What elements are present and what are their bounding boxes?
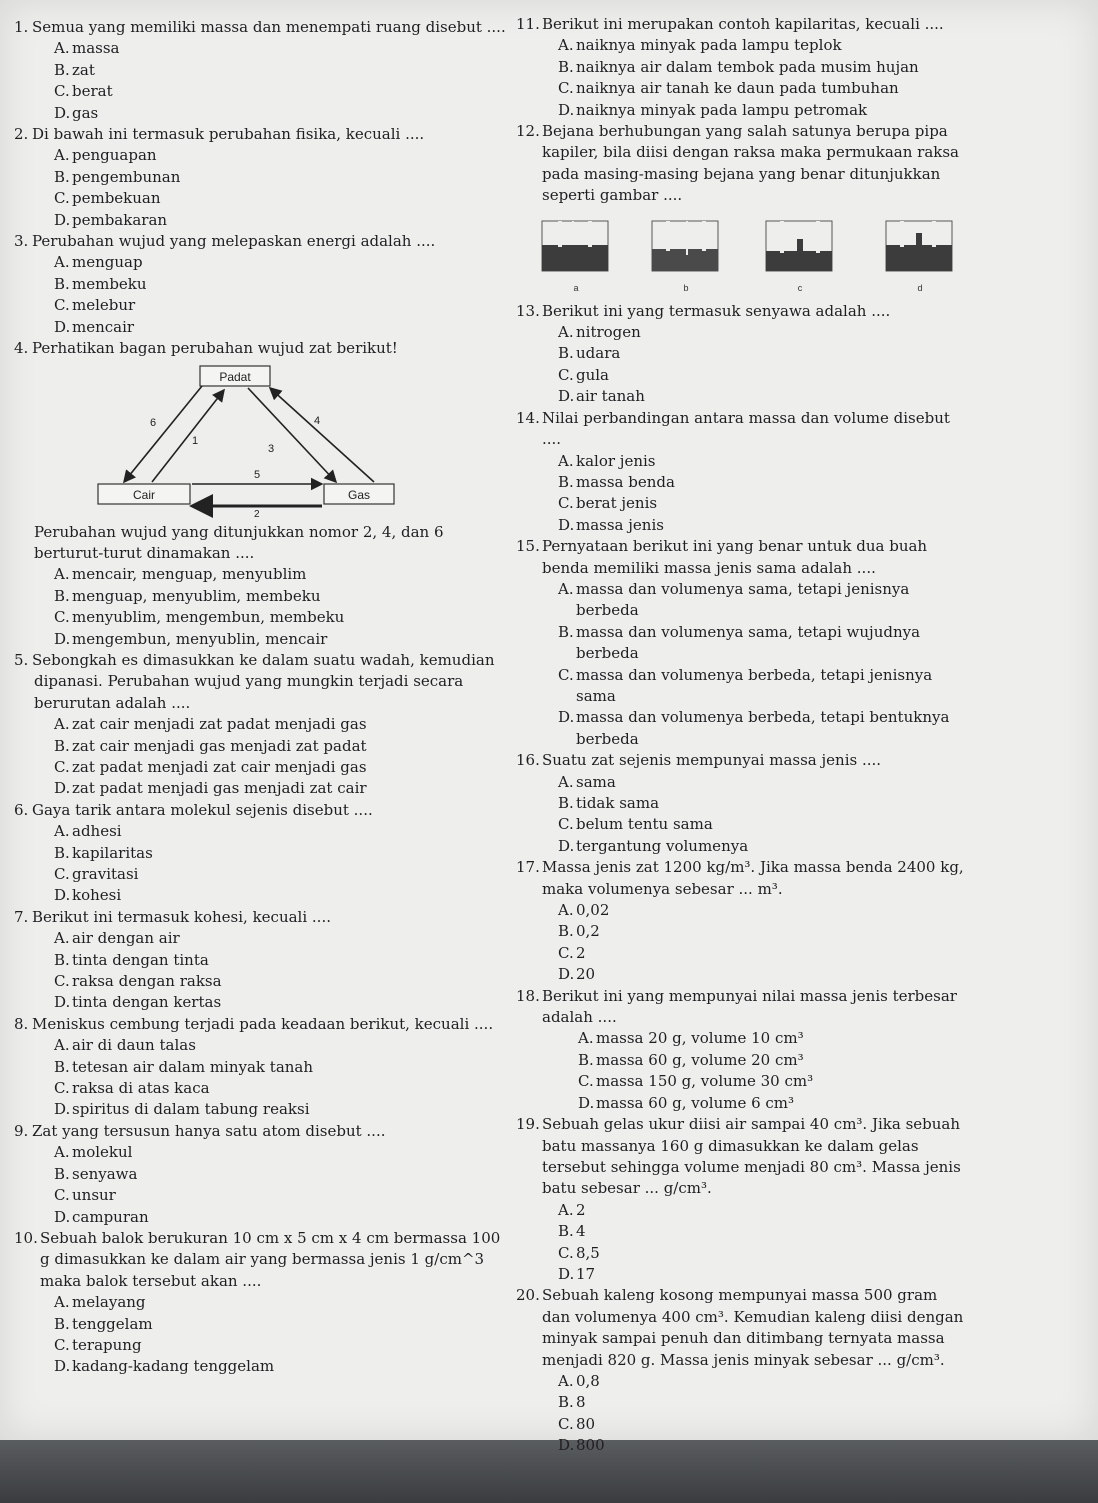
- option-a[interactable]: naiknya minyak pada lampu teplok: [576, 36, 842, 55]
- option-b[interactable]: 0,2: [576, 922, 600, 941]
- question-text: Berikut ini yang termasuk senyawa adalah ....: [542, 301, 891, 320]
- option-d[interactable]: tinta dengan kertas: [72, 993, 222, 1012]
- label-4: 4: [314, 414, 321, 427]
- option-a[interactable]: 2: [576, 1200, 586, 1219]
- option-c[interactable]: raksa dengan raksa: [72, 972, 222, 991]
- option-b[interactable]: kapilaritas: [72, 843, 153, 862]
- question-7: 7. Berikut ini termasuk kohesi, kecuali .... A. air dengan air B. tinta dengan tinta C. raksa dengan raksa D. tinta dengan kertas: [14, 907, 331, 1012]
- option-b[interactable]: tidak sama: [576, 794, 660, 812]
- label-1: 1: [192, 434, 199, 447]
- option-c[interactable]: massa dan volumenya berbeda, tetapi jenisnya sama: [576, 665, 933, 705]
- option-d[interactable]: spiritus di dalam tabung reaksi: [72, 1100, 310, 1119]
- option-a[interactable]: sama: [576, 772, 616, 791]
- question-text: Sebuah gelas ukur diisi air sampai 40 cm³. Jika sebuah batu massanya 160 g dimasukkan ke dalam gelas tersebut sehingga volume menjadi 80 cm³. Massa jenis batu sebesar ... g/cm³.: [542, 1115, 961, 1198]
- option-a[interactable]: mencair, menguap, menyublim: [72, 565, 307, 584]
- option-b[interactable]: zat cair menjadi gas menjadi zat padat: [72, 736, 367, 755]
- option-c[interactable]: terapung: [72, 1335, 142, 1354]
- option-c[interactable]: gula: [576, 365, 610, 384]
- question-text: Berikut ini yang mempunyai nilai massa jenis terbesar adalah ....: [542, 986, 957, 1027]
- option-d[interactable]: mengembun, menyublin, mencair: [72, 629, 328, 648]
- option-d[interactable]: massa jenis: [576, 515, 664, 534]
- label-c: c: [797, 282, 803, 293]
- option-c[interactable]: menyublim, mengembun, membeku: [72, 608, 345, 627]
- option-d[interactable]: 20: [576, 965, 596, 984]
- option-d[interactable]: 800: [576, 1436, 605, 1455]
- question-text-2: Perubahan wujud yang ditunjukkan nomor 2, 4, dan 6 berturut-turut dinamakan ....: [34, 522, 444, 562]
- label-3: 3: [268, 442, 275, 455]
- option-c[interactable]: 80: [576, 1414, 596, 1433]
- option-d[interactable]: naiknya minyak pada lampu petromak: [576, 100, 868, 119]
- question-text: Suatu zat sejenis mempunyai massa jenis ....: [542, 751, 882, 770]
- left-column: [14, 17, 514, 1378]
- question-15: 15. Pernyataan berikut ini yang benar untuk dua buah benda memiliki massa jenis sama adalah .... A. massa dan volumenya sama, tetapi jenisnya berbeda B. massa dan volumenya sama, tetapi wujudnya berbeda C. massa dan volumenya berbeda, tetapi jenisnya sama D. massa dan volumenya berbeda, tetapi bentuknya berbeda: [516, 537, 950, 748]
- option-c[interactable]: melebur: [72, 296, 136, 315]
- option-a[interactable]: 0,8: [576, 1371, 600, 1390]
- option-b[interactable]: tenggelam: [72, 1314, 153, 1333]
- question-text: Di bawah ini termasuk perubahan fisika, kecuali ....: [32, 125, 425, 144]
- gas-label: Gas: [347, 487, 371, 502]
- question-text: Semua yang memiliki massa dan menempati ruang disebut ....: [32, 18, 506, 36]
- option-a[interactable]: 0,02: [576, 901, 610, 920]
- option-d[interactable]: campuran: [72, 1207, 149, 1226]
- question-16: 16. Suatu zat sejenis mempunyai massa jenis .... A. sama B. tidak sama C. belum tentu sama D. tergantung volumenya: [516, 751, 882, 855]
- option-a[interactable]: penguapan: [72, 146, 157, 165]
- question-text: Sebuah kaleng kosong mempunyai massa 500 gram dan volumenya 400 cm³. Kemudian kaleng diisi dengan minyak sampai penuh dan ditimbang ternyata massa menjadi 820 g. Massa jenis minyak sebesar ... g/cm³.: [542, 1286, 964, 1369]
- option-c[interactable]: raksa di atas kaca: [72, 1079, 210, 1098]
- question-10: 10. Sebuah balok berukuran 10 cm x 5 cm x 4 cm bermassa 100 g dimasukkan ke dalam air yang bermassa jenis 1 g/cm^3 maka balok tersebut akan .... A. melayang B. tenggelam C. terapung D. kadang-kadang tenggelam: [14, 1228, 501, 1376]
- label-2: 2: [254, 508, 260, 518]
- question-text: Zat yang tersusun hanya satu atom disebut ....: [32, 1121, 386, 1140]
- question-text: Massa jenis zat 1200 kg/m³. Jika massa benda 2400 kg, maka volumenya sebesar ... m³.: [542, 858, 964, 898]
- label-a: a: [573, 282, 579, 293]
- option-b[interactable]: menguap, menyublim, membeku: [72, 586, 321, 605]
- question-text: Nilai perbandingan antara massa dan volume disebut ....: [542, 408, 950, 449]
- option-b[interactable]: naiknya air dalam tembok pada musim hujan: [576, 57, 919, 76]
- option-b[interactable]: senyawa: [72, 1164, 138, 1183]
- option-b[interactable]: pengembunan: [72, 167, 181, 186]
- question-text: Berikut ini merupakan contoh kapilaritas, kecuali ....: [542, 15, 944, 33]
- question-text: Bejana berhubungan yang salah satunya berupa pipa kapiler, bila diisi dengan raksa maka permukaan raksa pada masing-masing bejana yang benar ditunjukkan seperti gambar ....: [542, 122, 960, 205]
- option-a[interactable]: massa dan volumenya sama, tetapi jenisnya berbeda: [576, 579, 910, 620]
- question-12: 12. Bejana berhubungan yang salah satunya berupa pipa kapiler, bila diisi dengan raksa maka permukaan raksa pada masing-masing bejana yang benar ditunjukkan seperti gambar .... a b c d: [516, 121, 966, 301]
- question-4: 4. Perhatikan bagan perubahan wujud zat berikut! Padat Cair Gas 6 1 4 3 5 2 Perubahan wujud yang ditunjukkan nomor 2, 4, dan 6 berturut-turut dinamakan .... A. mencair, menguap, menyublim B. menguap, menyublim, membeku C. menyublim, mengembun, membeku D. mengembun, menyublin, mencair: [14, 338, 514, 650]
- option-d[interactable]: gas: [72, 103, 99, 122]
- option-a[interactable]: massa 20 g, volume 10 cm³: [596, 1029, 804, 1048]
- question-text: Pernyataan berikut ini yang benar untuk dua buah benda memiliki massa jenis sama adalah ....: [542, 537, 928, 577]
- question-20: 20. Sebuah kaleng kosong mempunyai massa 500 gram dan volumenya 400 cm³. Kemudian kaleng diisi dengan minyak sampai penuh dan ditimbang ternyata massa menjadi 820 g. Massa jenis minyak sebesar ... g/cm³. A. 0,8 B. 8 C. 80 D. 800: [516, 1286, 964, 1455]
- option-c[interactable]: naiknya air tanah ke daun pada tumbuhan: [576, 79, 899, 98]
- option-a[interactable]: zat cair menjadi zat padat menjadi gas: [72, 715, 367, 734]
- option-c[interactable]: massa 150 g, volume 30 cm³: [596, 1072, 814, 1091]
- option-c[interactable]: berat: [72, 82, 113, 101]
- question-9: 9. Zat yang tersusun hanya satu atom disebut .... A. molekul B. senyawa C. unsur D. campuran: [14, 1121, 386, 1226]
- option-a[interactable]: melayang: [72, 1293, 146, 1312]
- option-c[interactable]: pembekuan: [72, 189, 161, 208]
- question-text: Sebuah balok berukuran 10 cm x 5 cm x 4 cm bermassa 100 g dimasukkan ke dalam air yang bermassa jenis 1 g/cm^3 maka balok tersebut akan ....: [40, 1228, 501, 1290]
- option-b[interactable]: massa dan volumenya sama, tetapi wujudnya berbeda: [576, 622, 921, 663]
- option-c[interactable]: belum tentu sama: [576, 815, 713, 834]
- option-d[interactable]: mencair: [72, 317, 135, 336]
- label-5: 5: [254, 468, 261, 481]
- option-c[interactable]: 8,5: [576, 1243, 600, 1262]
- vessel-figures: [516, 211, 966, 301]
- option-d[interactable]: 17: [576, 1264, 596, 1283]
- option-a[interactable]: adhesi: [72, 822, 122, 841]
- option-b[interactable]: 8: [576, 1393, 586, 1412]
- option-d[interactable]: kohesi: [72, 886, 122, 905]
- option-a[interactable]: air dengan air: [72, 929, 180, 948]
- option-b[interactable]: udara: [576, 344, 621, 363]
- option-b[interactable]: 4: [576, 1222, 586, 1241]
- vessel-d[interactable]: [886, 221, 952, 293]
- option-c[interactable]: zat padat menjadi zat cair menjadi gas: [72, 757, 367, 776]
- option-b[interactable]: tetesan air dalam minyak tanah: [72, 1057, 314, 1076]
- option-d[interactable]: tergantung volumenya: [576, 836, 749, 855]
- vessel-a[interactable]: [542, 221, 608, 293]
- question-13: 13. Berikut ini yang termasuk senyawa adalah .... A. nitrogen B. udara C. gula D. air tanah: [516, 301, 891, 406]
- label-d: d: [917, 282, 923, 293]
- question-5: 5. Sebongkah es dimasukkan ke dalam suatu wadah, kemudian dipanasi. Perubahan wujud yang mungkin terjadi secara berurutan adalah .... A. zat cair menjadi zat padat menjadi gas B. zat cair menjadi gas menjadi zat padat C. zat padat menjadi zat cair menjadi gas D. zat padat menjadi gas menjadi zat cair: [14, 650, 495, 798]
- option-d[interactable]: kadang-kadang tenggelam: [72, 1357, 275, 1376]
- question-11: 11. Berikut ini merupakan contoh kapilaritas, kecuali .... A. naiknya minyak pada lampu teplok B. naiknya air dalam tembok pada musim hujan C. naiknya air tanah ke daun pada tumbuhan D. naiknya minyak pada lampu petromak: [516, 15, 944, 119]
- phase-change-diagram: [74, 362, 404, 518]
- label-b: b: [683, 282, 689, 293]
- option-d[interactable]: pembakaran: [72, 210, 168, 229]
- cair-label: Cair: [132, 487, 156, 502]
- option-a[interactable]: massa: [72, 39, 120, 58]
- question-text: Perubahan wujud yang melepaskan energi adalah ....: [32, 232, 436, 251]
- question-19: 19. Sebuah gelas ukur diisi air sampai 40 cm³. Jika sebuah batu massanya 160 g dimasukkan ke dalam gelas tersebut sehingga volume menjadi 80 cm³. Massa jenis batu sebesar ... g/cm³. A. 2 B. 4 C. 8,5 D. 17: [516, 1115, 961, 1283]
- option-a[interactable]: molekul: [72, 1143, 133, 1162]
- label-6: 6: [150, 416, 157, 429]
- option-a[interactable]: air di daun talas: [72, 1036, 196, 1055]
- option-d[interactable]: air tanah: [576, 387, 645, 406]
- padat-label: Padat: [219, 369, 251, 384]
- question-14: 14. Nilai perbandingan antara massa dan volume disebut .... A. kalor jenis B. massa benda C. berat jenis D. massa jenis: [516, 408, 950, 534]
- option-c[interactable]: berat jenis: [576, 494, 658, 513]
- option-c[interactable]: gravitasi: [72, 865, 139, 883]
- option-b[interactable]: massa 60 g, volume 20 cm³: [596, 1050, 804, 1069]
- question-8: 8. Meniskus cembung terjadi pada keadaan berikut, kecuali .... A. air di daun talas B. tetesan air dalam minyak tanah C. raksa di atas kaca D. spiritus di dalam tabung reaksi: [14, 1014, 494, 1119]
- question-2: 2. Di bawah ini termasuk perubahan fisika, kecuali .... A. penguapan B. pengembunan C. pembekuan D. pembakaran: [14, 125, 425, 229]
- option-d[interactable]: massa dan volumenya berbeda, tetapi bentuknya berbeda: [576, 708, 950, 748]
- vessel-b[interactable]: [652, 221, 718, 293]
- option-a[interactable]: kalor jenis: [576, 451, 656, 470]
- option-a[interactable]: nitrogen: [576, 323, 641, 342]
- right-column: [516, 14, 966, 1457]
- option-b[interactable]: massa benda: [576, 472, 675, 491]
- option-c[interactable]: 2: [576, 943, 586, 962]
- option-b[interactable]: membeku: [72, 274, 147, 293]
- option-b[interactable]: tinta dengan tinta: [72, 950, 209, 969]
- question-18: 18. Berikut ini yang mempunyai nilai massa jenis terbesar adalah .... A. massa 20 g, volume 10 cm³ B. massa 60 g, volume 20 cm³ C. massa 150 g, volume 30 cm³ D. massa 60 g, volume 6 cm³: [516, 986, 957, 1112]
- question-text: Meniskus cembung terjadi pada keadaan berikut, kecuali ....: [32, 1014, 494, 1033]
- option-a[interactable]: menguap: [72, 253, 143, 272]
- question-text: Berikut ini termasuk kohesi, kecuali ....: [32, 907, 331, 926]
- option-b[interactable]: zat: [72, 60, 95, 79]
- vessel-c[interactable]: [766, 221, 832, 293]
- question-text: Gaya tarik antara molekul sejenis disebut ....: [32, 800, 373, 819]
- question-17: 17. Massa jenis zat 1200 kg/m³. Jika massa benda 2400 kg, maka volumenya sebesar ... m³. A. 0,02 B. 0,2 C. 2 D. 20: [516, 858, 964, 984]
- question-text: Perhatikan bagan perubahan wujud zat berikut!: [32, 339, 398, 358]
- question-text: Sebongkah es dimasukkan ke dalam suatu wadah, kemudian dipanasi. Perubahan wujud yang mungkin terjadi secara berurutan adalah ....: [32, 650, 495, 712]
- option-d[interactable]: massa 60 g, volume 6 cm³: [596, 1093, 795, 1112]
- option-d[interactable]: zat padat menjadi gas menjadi zat cair: [72, 779, 367, 798]
- question-6: 6. Gaya tarik antara molekul sejenis disebut .... A. adhesi B. kapilaritas C. gravitasi D. kohesi: [14, 800, 373, 905]
- question-3: 3. Perubahan wujud yang melepaskan energi adalah .... A. menguap B. membeku C. melebur D. mencair: [14, 232, 436, 336]
- question-1: 1. Semua yang memiliki massa dan menempati ruang disebut .... A. massa B. zat C. berat D. gas: [14, 18, 506, 122]
- option-c[interactable]: unsur: [72, 1186, 116, 1205]
